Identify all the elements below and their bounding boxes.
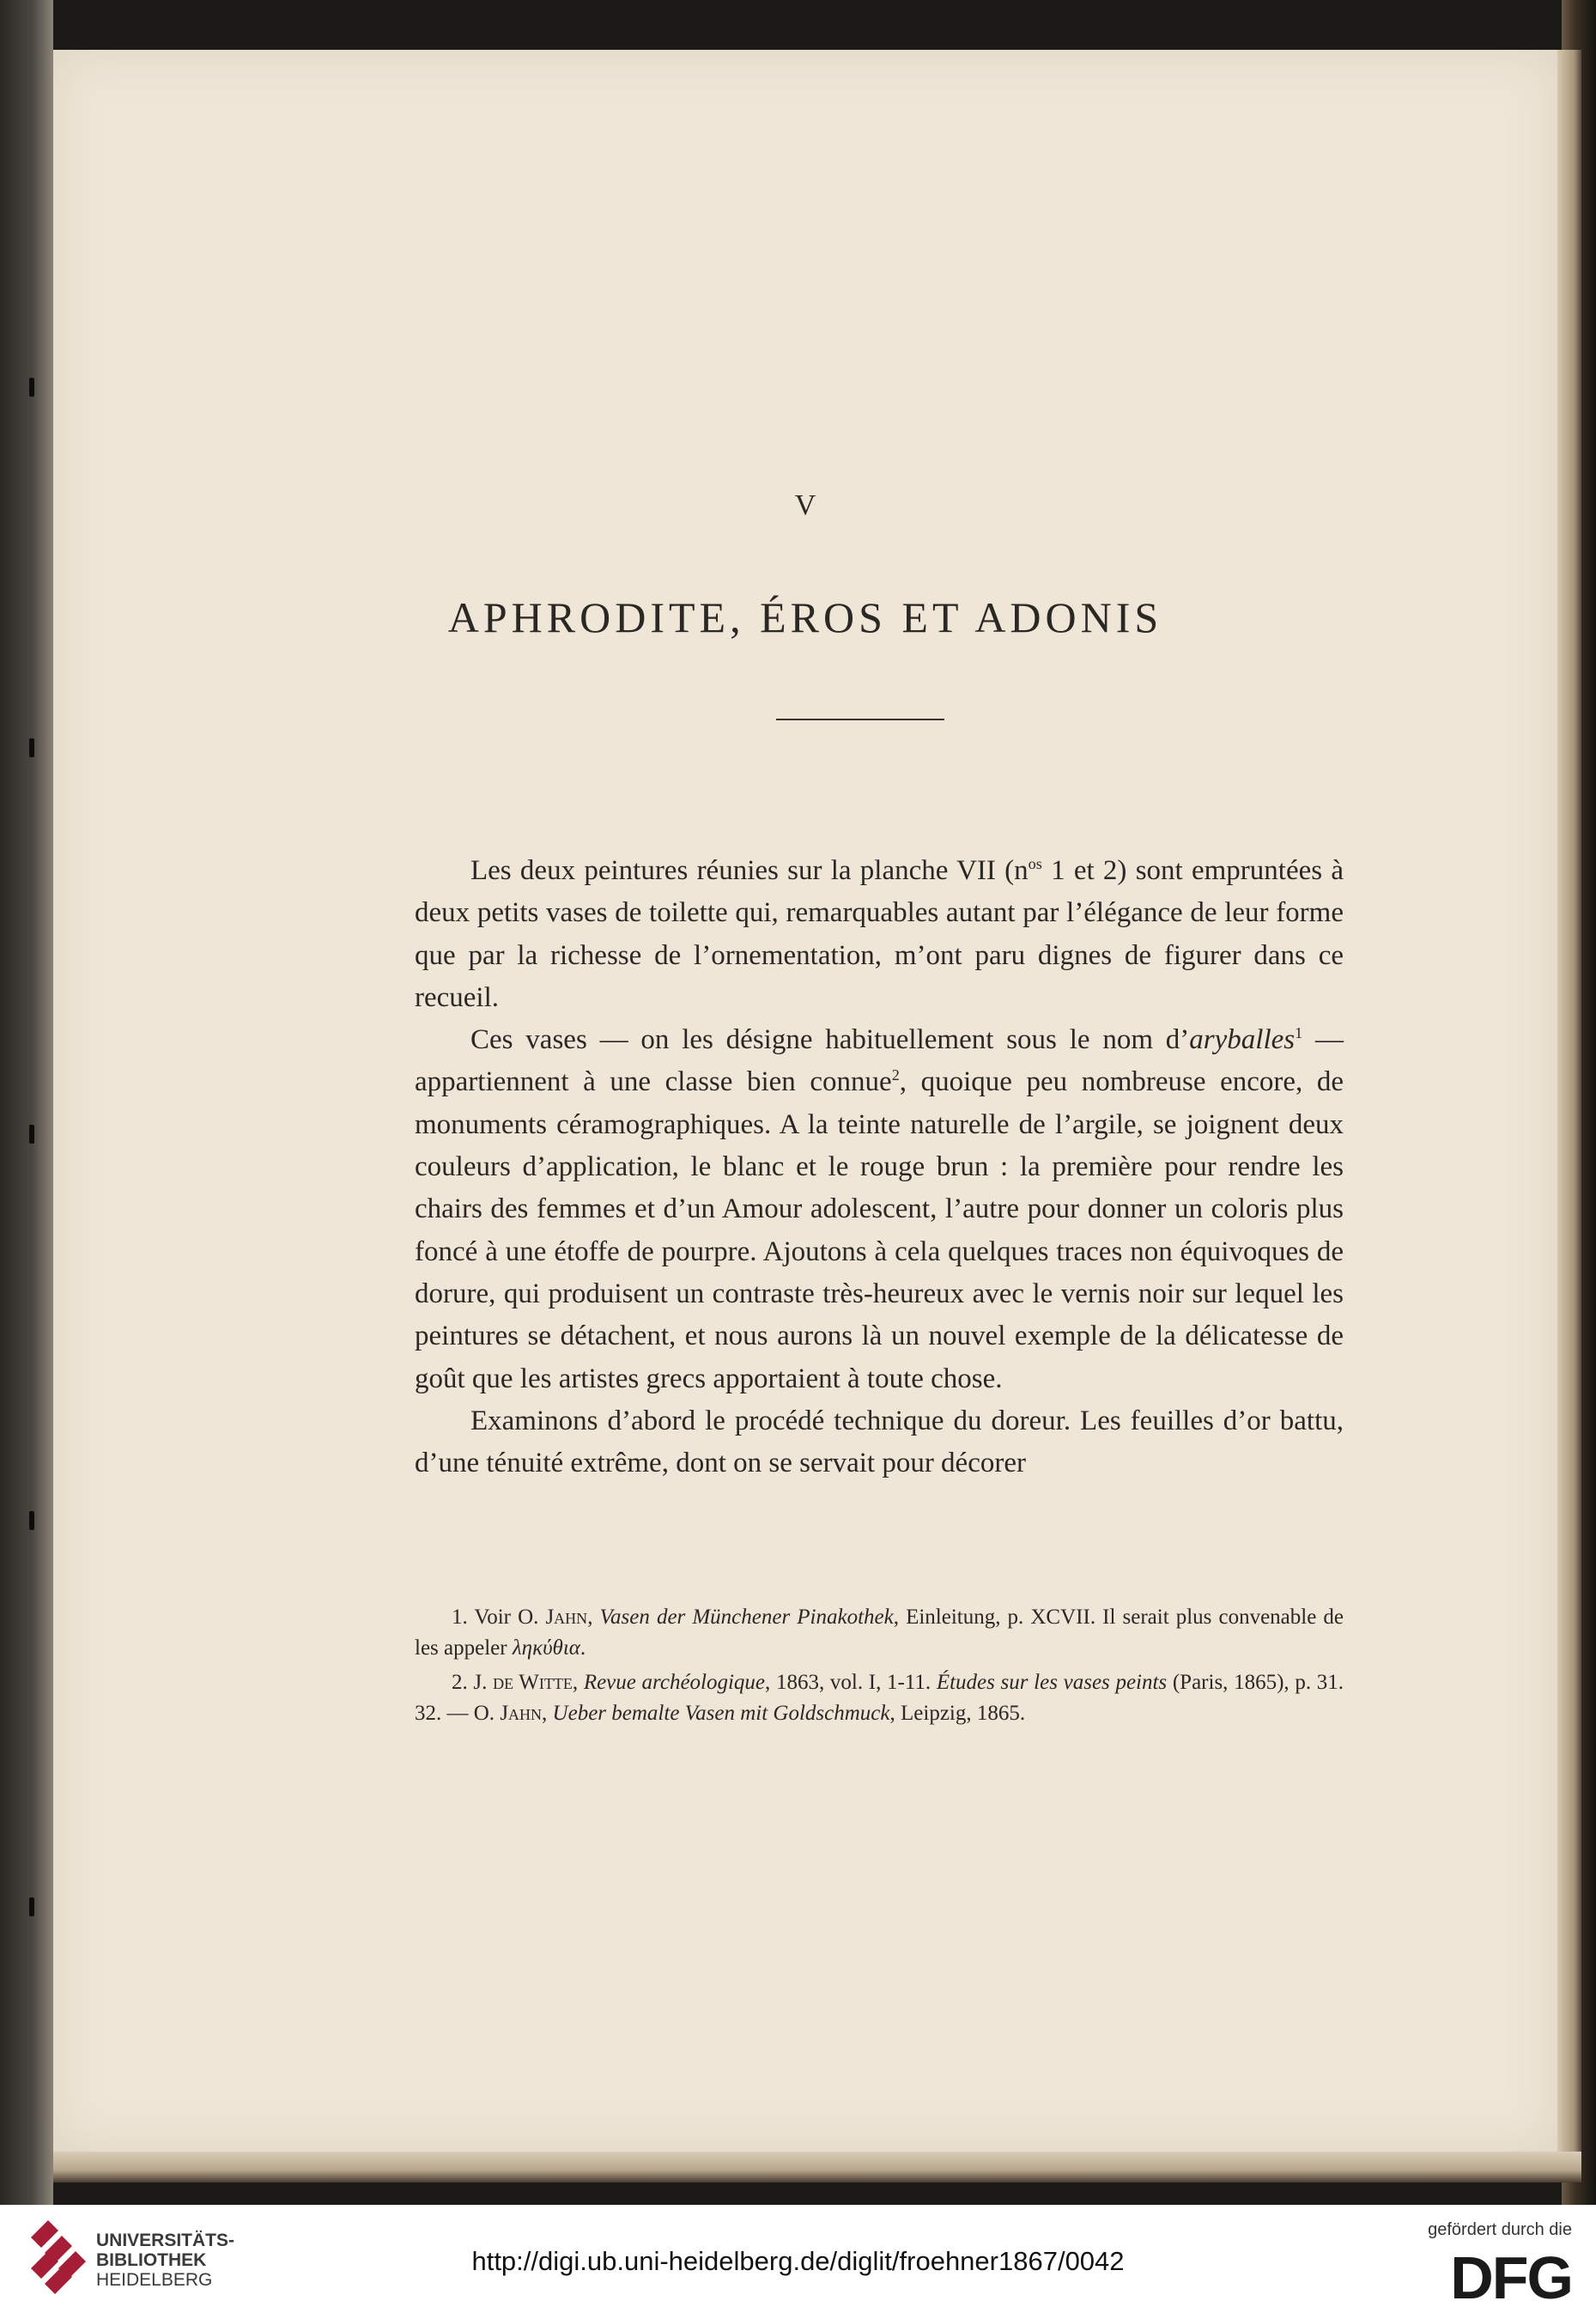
text-run: 1 et 2) sont empruntées à deux petits vases de toilette qui, remarquables autant par l’élégance de leur forme que par la richesse de l’ornementation, m’ont paru dignes de figurer dans ce recueil. [415, 855, 1344, 1013]
text-run: , quoique peu nombreuse encore, de monuments céramographiques. A la teinte naturelle de l’argile, se joignent deux couleurs d’application, le blanc et le rouge brun : la première pour rendre les chairs des femmes et d’un Amour adolescent, l’autre pour donner un coloris plus foncé à une étoffe de pourpre. Ajoutons à cela quelques traces non équivoques de dorure, qui produisent un contraste très-heureux avec le vernis noir sur lequel les peintures se détachent, et nous aurons là un nouvel exemple de la délicatesse de goût que les artistes grecs apportaient à toute chose. [415, 1066, 1344, 1394]
footnotes [415, 1602, 1344, 1733]
reference-marker: 1 [1295, 1024, 1303, 1042]
funder-caption: gefördert durch die [1428, 2220, 1572, 2239]
text-run: Revue archéologique [583, 1671, 766, 1694]
text-run: , Leipzig, 1865. [889, 1702, 1026, 1725]
text-run: Les deux peintures réunies sur la planche VII (n [470, 855, 1029, 886]
footnote [415, 1667, 1344, 1729]
dfg-logo: DFG [1450, 2244, 1572, 2311]
text-run: , [572, 1671, 584, 1694]
text-run: aryballes [1189, 1024, 1296, 1056]
viewer-footer [0, 2205, 1596, 2319]
text-run: , Einleitung, p. XCVII. Il serait plus convenable de les appeler [415, 1606, 1344, 1660]
text-run: ληκύθια [512, 1636, 580, 1660]
library-name-line: UNIVERSITÄTS- [96, 2231, 235, 2250]
text-run: (Paris, 1865), p. 31. 32. — O. [415, 1671, 1344, 1725]
text-run: Vasen der Münchener Pinakothek [599, 1606, 894, 1629]
binding-thread-mark [29, 1125, 34, 1144]
permalink-url[interactable]: http://digi.ub.uni-heidelberg.de/diglit/froehner1867/0042 [471, 2246, 1125, 2276]
body-paragraph [415, 1400, 1344, 1485]
library-name-line: HEIDELBERG [96, 2270, 213, 2290]
body-paragraph [415, 850, 1344, 1019]
title-divider [776, 719, 944, 720]
text-run: — appartiennent à une classe bien connue [415, 1024, 1344, 1098]
text-run: . [580, 1636, 586, 1660]
footnote [415, 1602, 1344, 1664]
binding-thread-mark [29, 378, 34, 397]
chapter-title: APHRODITE, ÉROS ET ADONIS [447, 593, 1163, 641]
text-run: Jahn [500, 1702, 543, 1725]
binding-thread-mark [29, 1511, 34, 1530]
text-run: 2. J. [452, 1671, 494, 1694]
text-run: Études sur les vases peints [936, 1671, 1168, 1694]
binding-thread-mark [29, 738, 34, 757]
text-run: Jahn [545, 1606, 588, 1629]
text-run: Ces vases — on les désigne habituellement sous le nom d’ [470, 1024, 1190, 1056]
scanned-page [53, 50, 1557, 2152]
page-stack-right [1557, 50, 1581, 2170]
text-run: , 1863, vol. I, 1-11. [765, 1671, 937, 1694]
text-run: 1. Voir O. [452, 1606, 546, 1629]
text-run: Examinons d’abord le procédé technique du doreur. Les feuilles d’or battu, d’une ténuité extrême, dont on se servait pour décorer [415, 1405, 1344, 1479]
text-run: , [587, 1606, 600, 1629]
reference-marker: os [1028, 855, 1042, 872]
text-run: , [542, 1702, 553, 1725]
binding-thread-mark [29, 1897, 34, 1916]
text-run: de Witte [493, 1671, 573, 1694]
chapter-number: V [794, 489, 816, 521]
library-name-line: BIBLIOTHEK [96, 2250, 207, 2270]
body-paragraph [415, 1019, 1344, 1400]
text-run: Ueber bemalte Vasen mit Goldschmuck [552, 1702, 890, 1725]
book-binding-edge [0, 0, 53, 2205]
page-stack-bottom [53, 2152, 1581, 2182]
reference-marker: 2 [891, 1066, 900, 1084]
body-text [415, 850, 1344, 1484]
